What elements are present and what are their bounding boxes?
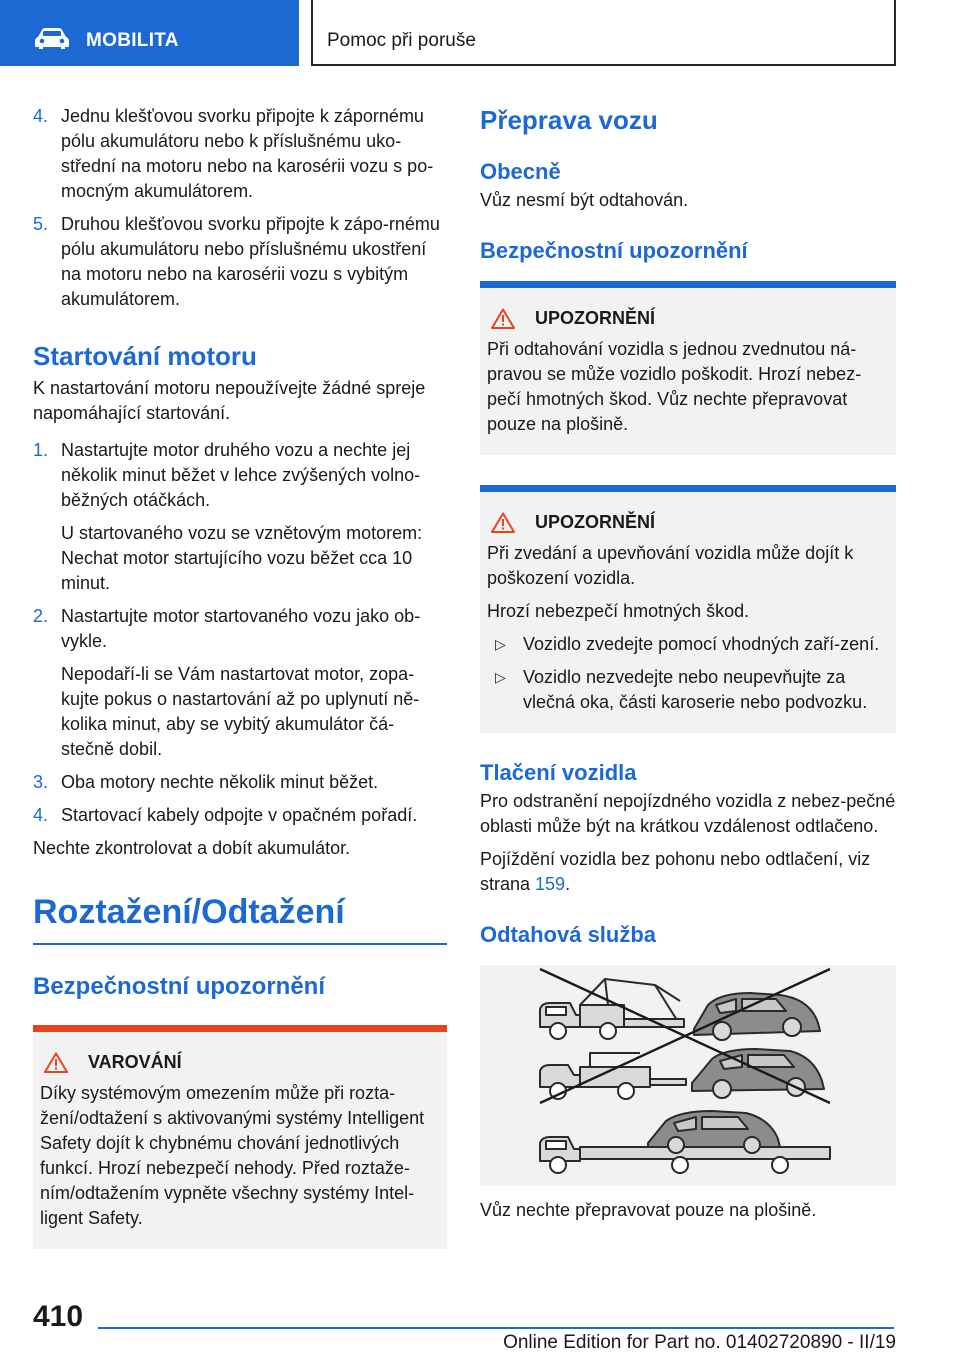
warning-triangle-icon	[491, 308, 515, 329]
warning-text: Díky systémovým omezením může při rozta-žení/odtažení s aktivovanými systémy Intelligent Safety dojít k chybnému chování jednotlivých funkcí. Hrozí nebezpečí nehody. Před roztaže-ním/odtažením vypněte všechny systémy Intel-ligent Safety.	[40, 1083, 425, 1228]
heading-tlaceni: Tlačení vozidla	[480, 760, 637, 785]
start-outro: Nechte zkontrolovat a dobít akumulátor.	[33, 838, 351, 858]
warning-triangle-icon	[491, 512, 515, 533]
triangle-bullet-icon: ▷	[495, 636, 506, 652]
footer-rule	[98, 1327, 894, 1329]
section-tab[interactable]	[0, 0, 299, 66]
bullet-text: Vozidlo zvedejte pomocí vhodných zaří-zení.	[523, 634, 880, 654]
step-text: Nastartujte motor startovaného vozu jako ob-vykle.	[61, 606, 421, 651]
push-text-2: Pojíždění vozidla bez pohonu nebo odtlačení, viz strana 159.	[480, 849, 871, 894]
heading-roztazeni: Roztažení/Odtažení	[33, 893, 345, 931]
page-link[interactable]: 159	[535, 874, 566, 894]
notice-title: UPOZORNĚNÍ	[535, 308, 656, 328]
list-item	[487, 665, 888, 715]
list-item	[33, 803, 447, 828]
illustration-caption: Vůz nechte přepravovat pouze na plošině.	[480, 1200, 817, 1220]
step-number: 2.	[33, 606, 49, 626]
step-number: 4.	[33, 805, 49, 825]
tow-truck-crane-icon	[540, 979, 684, 1039]
step-extra: Nepodaří-li se Vám nastartovat motor, zopa-kujte pokus o nastartování až po uplynutí ně-kolika minut, aby se vybitý akumulátor čá-stečně dobil.	[61, 664, 420, 759]
notice-text-2: Hrozí nebezpečí hmotných škod.	[487, 601, 750, 621]
step-extra: U startovaného vozu se vznětovým motorem: Nechat motor startujícího vozu běžet cca 10 minut.	[61, 523, 423, 593]
warning-title-row	[40, 1052, 439, 1073]
heading-obecne: Obecně	[480, 159, 561, 184]
warning-title: VAROVÁNÍ	[88, 1052, 182, 1072]
notice-box-1	[480, 281, 896, 455]
step-text: Nastartujte motor druhého vozu a nechte jej několik minut běžet v lehce zvýšených volno-běžných otáčkách.	[61, 440, 421, 510]
chapter-label: Pomoc při poruše	[327, 30, 476, 51]
step-text: Startovací kabely odpojte v opačném pořadí.	[61, 805, 418, 825]
heading-bezpecnost-right: Bezpečnostní upozornění	[480, 238, 748, 263]
notice-text: Při odtahování vozidla s jednou zvednutou ná-pravou se může vozidlo poškodit. Hrozí nebez-pečí hmotných škod. Vůz nechte přepravovat pouze na plošině.	[487, 339, 862, 434]
list-item	[33, 104, 447, 204]
step-number: 1.	[33, 440, 49, 460]
heading-rule	[33, 943, 447, 945]
page-number: 410	[33, 1300, 84, 1333]
heading-startovani: Startování motoru	[33, 341, 257, 371]
heading-bezpecnost-left: Bezpečnostní upozornění	[33, 973, 326, 1000]
notice-box-2	[480, 485, 896, 733]
chapter-tab[interactable]	[311, 0, 896, 66]
list-item	[33, 212, 447, 312]
car-on-flatbed-icon	[648, 1111, 780, 1153]
general-text: Vůz nesmí být odtahován.	[480, 190, 689, 210]
notice-text-1: Při zvedání a upevňování vozidla může dojít k poškození vozidla.	[487, 543, 854, 588]
step-number: 3.	[33, 772, 49, 792]
notice-title-row	[487, 512, 888, 533]
notice-title-row	[487, 308, 888, 329]
step-text: Druhou klešťovou svorku připojte k zápo-rnému pólu akumulátoru nebo příslušnému ukostření na motoru nebo na karosérii vozu s vybitým akumulátorem.	[61, 214, 440, 309]
step-number: 5.	[33, 214, 49, 234]
list-item	[33, 438, 447, 596]
edition-info: Online Edition for Part no. 01402720890 - II/19	[503, 1332, 896, 1353]
heading-preprava: Přeprava vozu	[480, 105, 658, 135]
start-intro: K nastartování motoru nepoužívejte žádné spreje napomáhající startování.	[33, 378, 426, 423]
list-item	[33, 604, 447, 762]
heading-odtahova-sluzba: Odtahová služba	[480, 922, 657, 947]
push-text-1: Pro odstranění nepojízdného vozidla z nebez-pečné oblasti může být na krátkou vzdálenost odtlačeno.	[480, 791, 896, 836]
triangle-bullet-icon: ▷	[495, 669, 506, 685]
step-number: 4.	[33, 106, 49, 126]
notice-title: UPOZORNĚNÍ	[535, 512, 656, 532]
list-item	[33, 770, 447, 795]
bullet-text: Vozidlo nezvedejte nebo neupevňujte za vlečná oka, části karoserie nebo podvozku.	[523, 667, 868, 712]
lifted-car-icon	[694, 993, 820, 1040]
towing-illustration	[480, 965, 896, 1186]
towing-methods-diagram	[480, 965, 896, 1186]
step-text: Jednu klešťovou svorku připojte k zápornému pólu akumulátoru nebo k příslušnému uko-střední na motoru nebo na karosérii vozu s po-mocným akumulátorem.	[61, 106, 434, 201]
warning-triangle-icon	[44, 1052, 68, 1073]
step-text: Oba motory nechte několik minut běžet.	[61, 772, 379, 792]
warning-box	[33, 1025, 447, 1249]
right-column	[480, 104, 896, 1231]
section-label: MOBILITA	[86, 30, 179, 51]
left-column	[33, 104, 447, 1249]
list-item	[487, 632, 888, 657]
car-icon	[34, 27, 70, 49]
